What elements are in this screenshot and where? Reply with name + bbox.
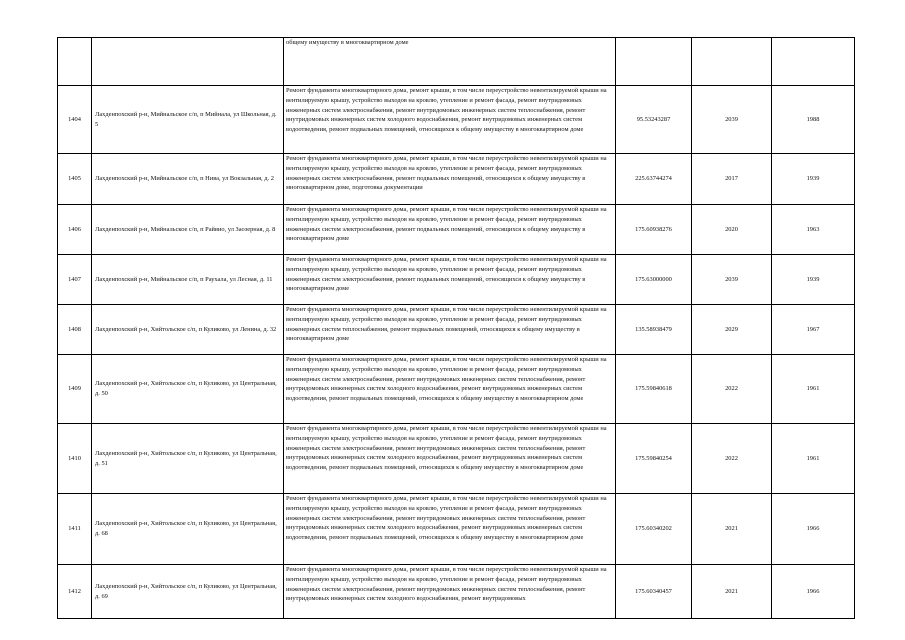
cost-cell: 175.60340457 [616,565,692,619]
address-cell: Лахденпохский р-н, Хийтольское с/п, п Куликово, ул Центральная, д. 68 [92,494,284,565]
plan-year-cell: 2039 [692,255,772,305]
row-number-cell: 1408 [58,305,92,355]
plan-year-cell: 2021 [692,565,772,619]
address-cell [92,38,284,86]
table-row [58,154,855,205]
works-cell: Ремонт фундамента многоквартирного дома, ремонт крыши, в том числе переустройство невентилируемой крыши на вентилируемую крышу, устройство выходов на кровлю, утепление и ремонт фасада, ремонт внутридомовых инженерных систем электроснабжения, ремонт внутридомовых инженерных систем теплоснабжения, ремонт внутридомовых инженерных систем холодного водоснабжения, ремонт внутридомовых инженерных систем водоотведения, ремонт подвальных помещений, относящихся к общему имуществу в многоквартирном доме [284,424,616,494]
row-number-cell: 1412 [58,565,92,619]
cost-cell: 175.59840618 [616,355,692,424]
address-cell: Лахденпохский р-н, Хийтольское с/п, п Куликово, ул Центральная, д. 50 [92,355,284,424]
table-row [58,38,855,86]
cost-cell: 175.59840254 [616,424,692,494]
built-year-cell: 1961 [772,355,855,424]
works-cell: Ремонт фундамента многоквартирного дома, ремонт крыши, в том числе переустройство невентилируемой крыши на вентилируемую крышу, устройство выходов на кровлю, утепление и ремонт фасада, ремонт внутридомовых инженерных систем электроснабжения, ремонт внутридомовых инженерных систем теплоснабжения, ремонт внутридомовых инженерных систем холодного водоснабжения, ремонт внутридомовых инженерных систем водоотведения, ремонт подвальных помещений, относящихся к общему имуществу в многоквартирном доме [284,86,616,154]
cost-cell: 175.60938276 [616,205,692,255]
capital-repair-table [57,37,855,619]
built-year-cell: 1967 [772,305,855,355]
plan-year-cell: 2022 [692,355,772,424]
row-number-cell: 1405 [58,154,92,205]
built-year-cell: 1966 [772,565,855,619]
works-cell: Ремонт фундамента многоквартирного дома, ремонт крыши, в том числе переустройство невентилируемой крыши на вентилируемую крышу, устройство выходов на кровлю, утепление и ремонт фасада, ремонт внутридомовых инженерных систем электроснабжения, ремонт подвальных помещений, относящихся к общему имуществу в многоквартирном доме [284,255,616,305]
works-cell: Ремонт фундамента многоквартирного дома, ремонт крыши, в том числе переустройство невентилируемой крыши на вентилируемую крышу, устройство выходов на кровлю, утепление и ремонт фасада, ремонт внутридомовых инженерных систем электроснабжения, ремонт подвальных помещений, относящихся к общему имуществу в многоквартирном доме, подготовка документации [284,154,616,205]
table-row [58,205,855,255]
built-year-cell: 1939 [772,154,855,205]
table-row [58,494,855,565]
address-cell: Лахденпохский р-н, Мийнальское с/п, п Нива, ул Вокзальная, д. 2 [92,154,284,205]
built-year-cell: 1939 [772,255,855,305]
works-cell: Ремонт фундамента многоквартирного дома, ремонт крыши, в том числе переустройство невентилируемой крыши на вентилируемую крышу, устройство выходов на кровлю, утепление и ремонт фасада, ремонт внутридомовых инженерных систем теплоснабжения, ремонт подвальных помещений, относящихся к общему имуществу в многоквартирном доме [284,305,616,355]
table-row [58,565,855,619]
works-cell: общему имуществу в многоквартирном доме [284,38,616,86]
works-cell: Ремонт фундамента многоквартирного дома, ремонт крыши, в том числе переустройство невентилируемой крыши на вентилируемую крышу, устройство выходов на кровлю, утепление и ремонт фасада, ремонт внутридомовых инженерных систем электроснабжения, ремонт внутридомовых инженерных систем теплоснабжения, ремонт внутридомовых инженерных систем холодного водоснабжения, ремонт внутридомовых инженерных систем водоотведения, ремонт подвальных помещений, относящихся к общему имуществу в многоквартирном доме [284,355,616,424]
plan-year-cell: 2029 [692,305,772,355]
row-number-cell: 1410 [58,424,92,494]
table-row [58,255,855,305]
built-year-cell: 1966 [772,494,855,565]
address-cell: Лахденпохский р-н, Мийнальское с/п, п Райвио, ул Заозерная, д. 8 [92,205,284,255]
address-cell: Лахденпохский р-н, Хийтольское с/п, п Куликово, ул Центральная, д. 69 [92,565,284,619]
plan-year-cell [692,38,772,86]
plan-year-cell: 2020 [692,205,772,255]
cost-cell: 175.63000000 [616,255,692,305]
works-cell: Ремонт фундамента многоквартирного дома, ремонт крыши, в том числе переустройство невентилируемой крыши на вентилируемую крышу, устройство выходов на кровлю, утепление и ремонт фасада, ремонт внутридомовых инженерных систем электроснабжения, ремонт внутридомовых инженерных систем теплоснабжения, ремонт внутридомовых инженерных систем холодного водоснабжения, ремонт внутридомовых [284,565,616,619]
address-cell: Лахденпохский р-н, Хийтольское с/п, п Куликово, ул Ленина, д. 32 [92,305,284,355]
row-number-cell [58,38,92,86]
built-year-cell [772,38,855,86]
plan-year-cell: 2017 [692,154,772,205]
cost-cell: 95.53243287 [616,86,692,154]
table-row [58,305,855,355]
row-number-cell: 1411 [58,494,92,565]
works-cell: Ремонт фундамента многоквартирного дома, ремонт крыши, в том числе переустройство невентилируемой крыши на вентилируемую крышу, устройство выходов на кровлю, утепление и ремонт фасада, ремонт внутридомовых инженерных систем электроснабжения, ремонт подвальных помещений, относящихся к общему имуществу в многоквартирном доме [284,205,616,255]
row-number-cell: 1407 [58,255,92,305]
row-number-cell: 1409 [58,355,92,424]
built-year-cell: 1988 [772,86,855,154]
table-row [58,86,855,154]
row-number-cell: 1406 [58,205,92,255]
plan-year-cell: 2021 [692,494,772,565]
cost-cell: 135.58938479 [616,305,692,355]
table-row [58,355,855,424]
built-year-cell: 1961 [772,424,855,494]
cost-cell [616,38,692,86]
row-number-cell: 1404 [58,86,92,154]
address-cell: Лахденпохский р-н, Хийтольское с/п, п Куликово, ул Центральная, д. 51 [92,424,284,494]
works-cell: Ремонт фундамента многоквартирного дома, ремонт крыши, в том числе переустройство невентилируемой крыши на вентилируемую крышу, устройство выходов на кровлю, утепление и ремонт фасада, ремонт внутридомовых инженерных систем электроснабжения, ремонт внутридомовых инженерных систем теплоснабжения, ремонт внутридомовых инженерных систем холодного водоснабжения, ремонт внутридомовых инженерных систем водоотведения, ремонт подвальных помещений, относящихся к общему имуществу в многоквартирном доме [284,494,616,565]
cost-cell: 175.60340202 [616,494,692,565]
address-cell: Лахденпохский р-н, Мийнальское с/п, п Раухала, ул Лесная, д. 11 [92,255,284,305]
table-row [58,424,855,494]
address-cell: Лахденпохский р-н, Мийнальское с/п, п Мийнала, ул Школьная, д. 5 [92,86,284,154]
plan-year-cell: 2039 [692,86,772,154]
plan-year-cell: 2022 [692,424,772,494]
built-year-cell: 1963 [772,205,855,255]
cost-cell: 225.63744274 [616,154,692,205]
